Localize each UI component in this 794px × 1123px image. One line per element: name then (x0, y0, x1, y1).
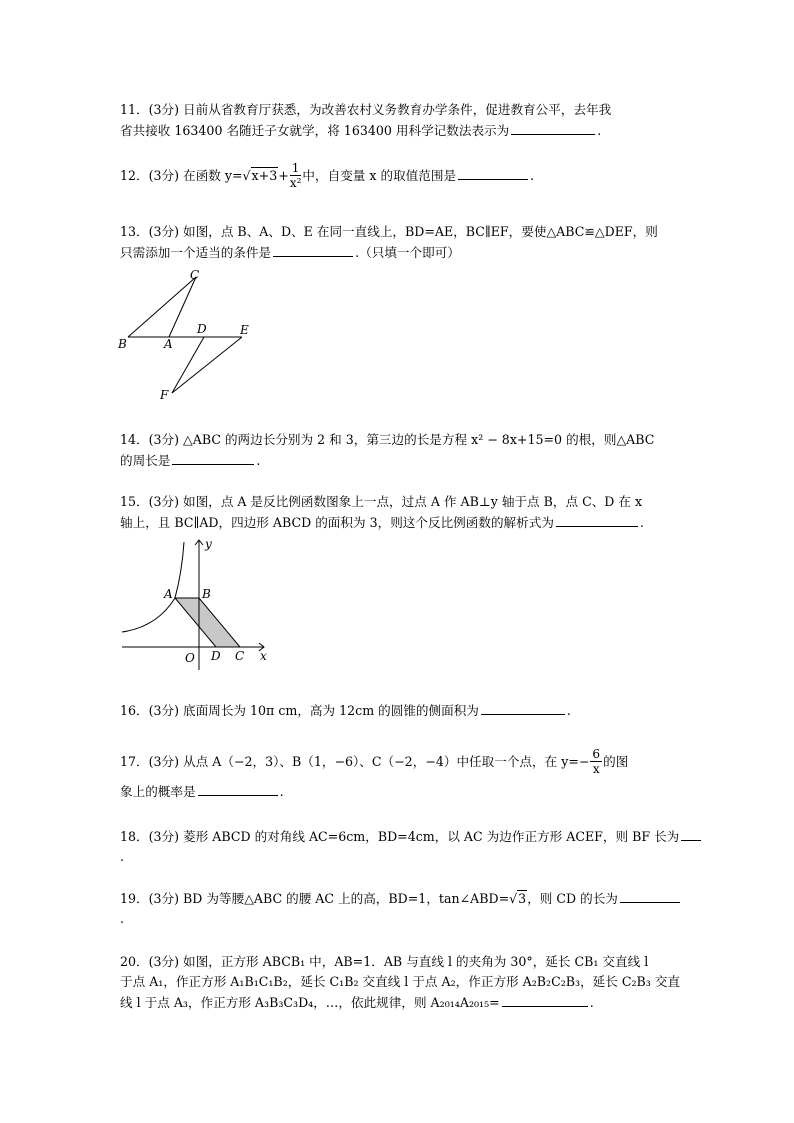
answer-blank[interactable] (172, 450, 254, 465)
sqrt-symbol: √ (242, 168, 251, 183)
q17-pre: 17．(3分) 从点 A（−2，3）、B（1，−6）、C（−2，−4）中任取一个点，在 y=− (120, 754, 590, 769)
q11-end: . (597, 123, 602, 138)
question-13 (120, 222, 680, 263)
q11-line2 (120, 120, 680, 141)
q11-line1: 11．(3分) 日前从省教育厅获悉，为改善农村义务教育办学条件，促进教育公平，去年我 (120, 102, 612, 117)
q13-figure (112, 265, 262, 405)
question-11 (120, 100, 680, 141)
label-D: D (211, 649, 221, 663)
q12-pre: 12．(3分) 在函数 y= (120, 168, 243, 183)
q15-line1: 15．(3分) 如图，点 A 是反比例函数图象上一点，过点 A 作 AB⊥y 轴于点 B，点 C、D 在 x (120, 494, 643, 509)
answer-blank[interactable] (681, 826, 701, 841)
q19-line2: . (120, 911, 125, 926)
q20-line3 (120, 992, 680, 1013)
axis-label-y: y (205, 537, 212, 551)
answer-blank[interactable] (458, 165, 528, 180)
q17-text: 象上的概率是 (120, 784, 196, 799)
label-B: B (202, 587, 211, 601)
q12-post: 中，自变量 x 的取值范围是 (302, 168, 457, 183)
q17-end: . (279, 784, 284, 799)
q19-post: ，则 CD 的长为 (527, 891, 618, 906)
q18-line1 (120, 826, 680, 847)
q14-line1: 14．(3分) △ABC 的两边长分别为 2 和 3，第三边的长是方程 x² − 8x+15=0 的根，则△ABC (120, 432, 655, 447)
q19-pre: 19．(3分) BD 为等腰△ABC 的腰 AC 上的高，BD=1，tan∠ABD= (120, 891, 510, 906)
q17-fraction (590, 747, 602, 776)
q18-line2: . (120, 849, 125, 864)
q11-text: 省共接收 163400 名随迁子女就学，将 163400 用科学记数法表示为 (120, 123, 510, 138)
q14-end: . (256, 453, 261, 468)
label-E: E (240, 323, 249, 337)
answer-blank[interactable] (511, 120, 595, 135)
q12-fraction (290, 161, 302, 190)
q12-numerator: 1 (291, 161, 300, 175)
label-B: B (118, 337, 127, 351)
q15-end: . (639, 515, 644, 530)
q17-denominator: x (592, 762, 600, 776)
axis-label-x: x (260, 649, 267, 663)
question-14 (120, 430, 680, 471)
q12-denominator: x² (289, 176, 302, 190)
q14-line2 (120, 450, 680, 471)
answer-blank[interactable] (620, 888, 680, 903)
label-O: O (185, 651, 195, 665)
q17-line1 (120, 748, 680, 777)
label-A: A (164, 587, 173, 601)
label-C: C (235, 649, 245, 663)
q17-post: 的图 (603, 754, 629, 769)
label-A: A (164, 337, 173, 351)
label-F: F (160, 388, 169, 402)
question-19 (120, 888, 680, 929)
question-16 (120, 700, 680, 721)
q17-numerator: 6 (592, 747, 601, 761)
q14-text: 的周长是 (120, 453, 171, 468)
q20-end: . (589, 995, 594, 1010)
q17-line2 (120, 781, 680, 802)
q15-line2 (120, 512, 680, 533)
question-20 (120, 952, 680, 1013)
q19-radicand: 3 (518, 891, 527, 906)
q13-text: 只需添加一个适当的条件是 (120, 245, 272, 260)
answer-blank[interactable] (481, 700, 565, 715)
q16-text: 16．(3分) 底面周长为 10π cm，高为 12cm 的圆锥的侧面积为 (120, 703, 479, 718)
answer-blank[interactable] (502, 992, 588, 1007)
q15-figure (112, 532, 282, 672)
q12-radicand: x+3 (251, 168, 278, 183)
sqrt-symbol: √ (509, 891, 518, 906)
q13-line2 (120, 242, 680, 263)
q20-line2: 于点 A₁，作正方形 A₁B₁C₁B₂，延长 C₁B₂ 交直线 l 于点 A₂，作正方形 A₂B₂C₂B₃，延长 C₂B₃ 交直 (120, 974, 681, 989)
q12-plus: + (278, 168, 289, 183)
q13-line1: 13．(3分) 如图，点 B、A、D、E 在同一直线上，BD=AE，BC∥EF，要使△ABC≌△DEF，则 (120, 224, 658, 239)
label-C: C (190, 268, 200, 282)
label-D: D (197, 322, 207, 336)
q16-end: . (566, 703, 571, 718)
question-15 (120, 492, 680, 533)
question-12 (120, 162, 680, 191)
q20-text: 线 l 于点 A₃，作正方形 A₃B₃C₃D₄，…，依此规律，则 A₂₀₁₄A₂₀₁₅= (120, 995, 500, 1010)
q19-line1 (120, 888, 680, 909)
q20-line1: 20．(3分) 如图，正方形 ABCB₁ 中，AB=1．AB 与直线 l 的夹角为 30°，延长 CB₁ 交直线 l (120, 954, 649, 969)
answer-blank[interactable] (198, 781, 278, 796)
answer-blank[interactable] (556, 512, 638, 527)
q15-text: 轴上，且 BC∥AD，四边形 ABCD 的面积为 3，则这个反比例函数的解析式为 (120, 515, 554, 530)
q18-text: 18．(3分) 菱形 ABCD 的对角线 AC=6cm，BD=4cm，以 AC 为边作正方形 ACEF，则 BF 长为 (120, 829, 680, 844)
answer-blank[interactable] (273, 242, 353, 257)
question-18 (120, 826, 680, 867)
question-17 (120, 748, 680, 802)
q12-end: . (530, 168, 535, 183)
q13-end: .（只填一个即可） (355, 245, 460, 260)
